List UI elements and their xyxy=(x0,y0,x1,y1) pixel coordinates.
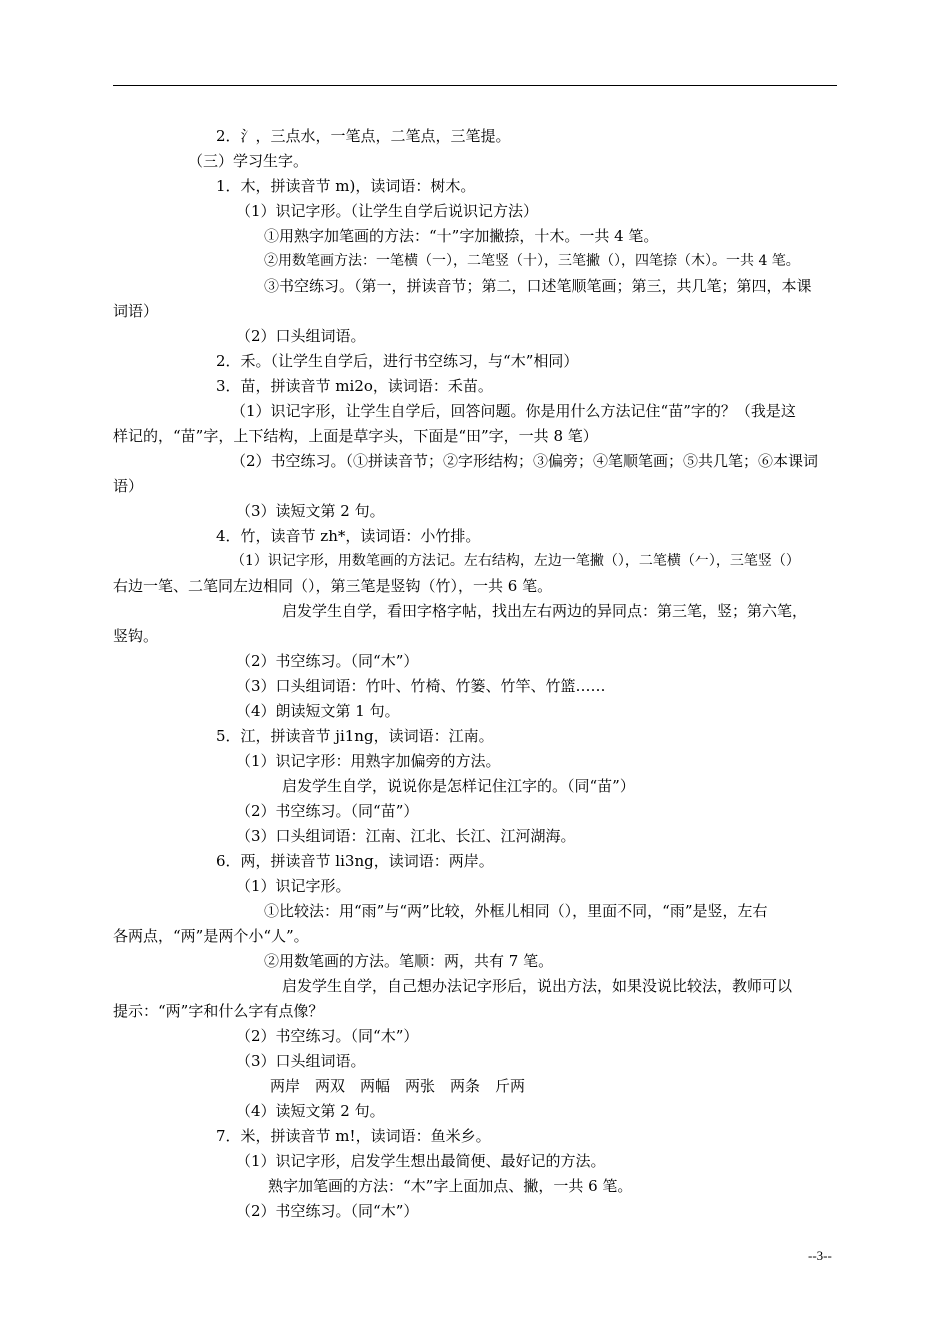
text-line: （2）书空练习。（同“木”） xyxy=(236,1202,419,1220)
text-line: （4）读短文第 2 句。 xyxy=(236,1102,385,1120)
text-line: （1）识记字形：用熟字加偏旁的方法。 xyxy=(236,752,501,770)
text-line: （2）书空练习。（同“木”） xyxy=(236,652,419,670)
text-line: （2）口头组词语。 xyxy=(236,327,366,345)
text-line: 1．木，拼读音节 m)，读词语：树木。 xyxy=(216,177,476,195)
page-number: --3-- xyxy=(808,1248,832,1263)
text-line: ①比较法：用“雨”与“两”比较，外框儿相同（），里面不同，“雨”是竖，左右 xyxy=(264,902,768,920)
text-line: 样记的，“苗”字，上下结构，上面是草字头，下面是“田”字，一共 8 笔） xyxy=(113,427,598,445)
text-line: 启发学生自学，说说你是怎样记住江字的。（同“苗”） xyxy=(282,777,635,795)
text-line: ②用数笔画的方法。笔顺：两，共有 7 笔。 xyxy=(264,952,554,970)
text-line: （1）识记字形，启发学生想出最简便、最好记的方法。 xyxy=(236,1152,606,1170)
text-line: （1）识记字形。 xyxy=(236,877,351,895)
text-line: 3．苗，拼读音节 mi2o，读词语：禾苗。 xyxy=(216,377,493,395)
text-line: 启发学生自学，看田字格字帖，找出左右两边的异同点：第三笔，竖；第六笔， xyxy=(282,602,808,620)
text-line: （4）朗读短文第 1 句。 xyxy=(236,702,400,720)
text-line: 竖钩。 xyxy=(113,627,159,645)
text-line: 熟字加笔画的方法：“木”字上面加点、撇，一共 6 笔。 xyxy=(268,1177,633,1195)
text-line: 4．竹，读音节 zh*，读词语：小竹排。 xyxy=(216,527,481,545)
text-line: （1）识记字形，让学生自学后，回答问题。你是用什么方法记住“苗”字的？（我是这 xyxy=(231,402,796,420)
text-line: ①用熟字加笔画的方法：“十”字加撇捺，十木。一共 4 笔。 xyxy=(264,227,659,245)
text-line: （3）读短文第 2 句。 xyxy=(236,502,385,520)
text-line: （2）书空练习。（同“木”） xyxy=(236,1027,419,1045)
text-line: （3）口头组词语：竹叶、竹椅、竹篓、竹竿、竹篮…… xyxy=(236,677,606,695)
text-line: 7．米，拼读音节 m!，读词语：鱼米乡。 xyxy=(216,1127,491,1145)
text-line: （1）识记字形，用数笔画的方法记。左右结构，左边一笔撇（），二笔横（𠂉），三笔竖（） xyxy=(231,553,800,569)
text-line: 6．两，拼读音节 li3ng，读词语：两岸。 xyxy=(216,852,494,870)
text-line: （2）书空练习。（①拼读音节；②字形结构；③偏旁；④笔顺笔画；⑤共几笔；⑥本课词 xyxy=(231,452,819,470)
word-list: 两岸 两双 两幅 两张 两条 斤两 xyxy=(270,1077,526,1095)
text-line: 语） xyxy=(113,477,144,495)
text-line: 2．氵，三点水，一笔点，二笔点，三笔提。 xyxy=(216,127,511,145)
text-line: （2）书空练习。（同“苗”） xyxy=(236,802,419,820)
text-line: 提示：“两”字和什么字有点像？ xyxy=(113,1002,324,1020)
text-line: 启发学生自学，自己想办法记字形后，说出方法，如果没说比较法，教师可以 xyxy=(282,977,793,995)
text-line: （3）口头组词语。 xyxy=(236,1052,366,1070)
text-line: （1）识记字形。（让学生自学后说识记方法） xyxy=(236,202,539,220)
header-rule xyxy=(113,85,837,86)
text-line: ②用数笔画方法：一笔横（一），二笔竖（十），三笔撇（），四笔捺（木）。一共 4 笔。 xyxy=(264,253,800,269)
text-line: 各两点，“两”是两个小“人”。 xyxy=(113,927,309,945)
text-line: （3）口头组词语：江南、江北、长江、江河湖海。 xyxy=(236,827,576,845)
text-line: 右边一笔、二笔同左边相同（），第三笔是竖钩（竹），一共 6 笔。 xyxy=(113,577,553,595)
text-line: 词语） xyxy=(113,302,159,320)
text-line: ③书空练习。（第一，拼读音节；第二，口述笔顺笔画；第三，共几笔；第四，本课 xyxy=(264,277,812,295)
section-heading: （三）学习生字。 xyxy=(188,152,309,170)
text-line: 5．江，拼读音节 ji1ng，读词语：江南。 xyxy=(216,727,494,745)
text-line: 2．禾。（让学生自学后，进行书空练习，与“木”相同） xyxy=(216,352,579,370)
